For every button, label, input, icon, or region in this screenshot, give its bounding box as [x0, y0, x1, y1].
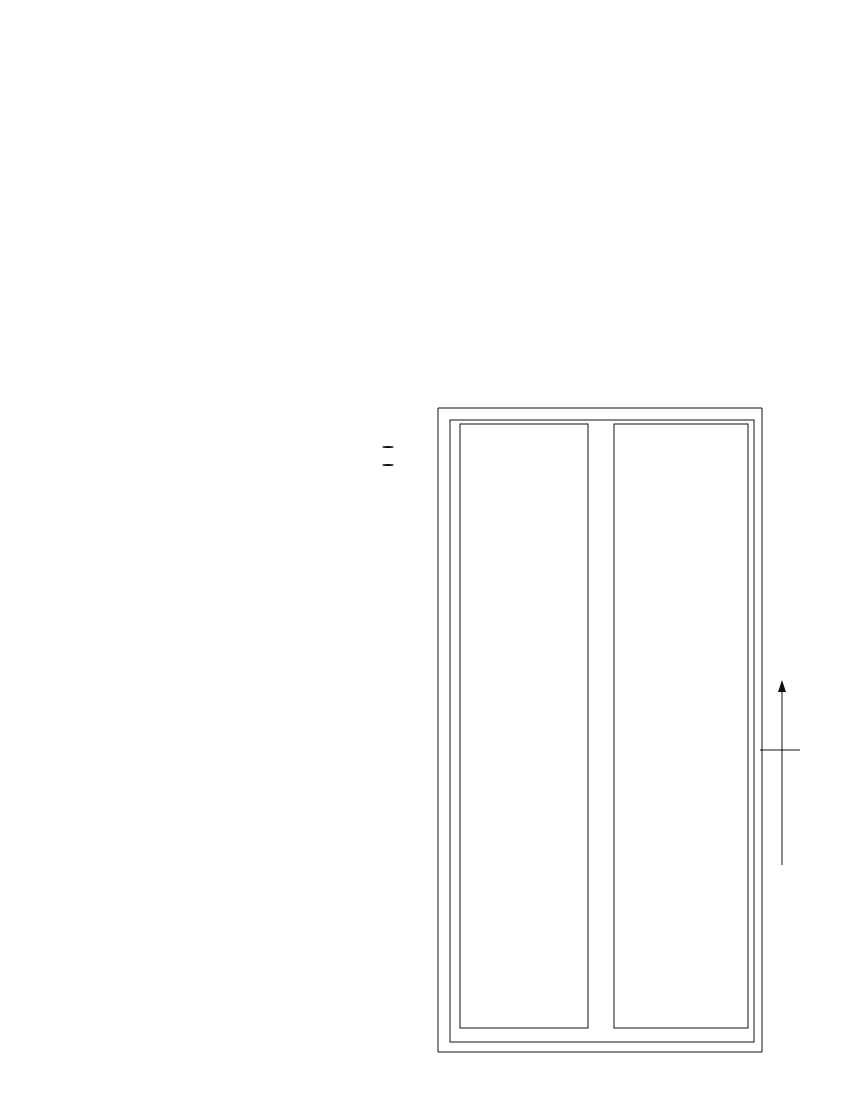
plat-boundary	[450, 420, 754, 1042]
compass	[760, 670, 820, 880]
block-1	[614, 424, 748, 1028]
block-2	[460, 424, 588, 1028]
compass-needle-icon	[760, 670, 820, 880]
